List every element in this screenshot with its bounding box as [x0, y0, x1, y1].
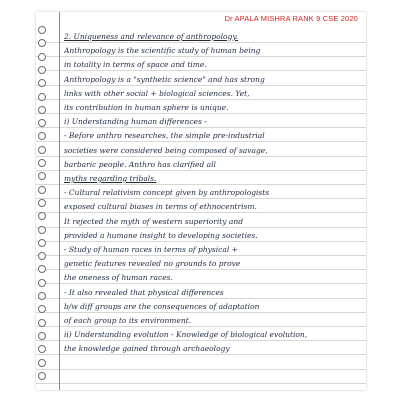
note-line: Anthropology is the scientific study of human being — [64, 46, 261, 56]
note-line: its contribution in human sphere is unique. — [64, 103, 229, 112]
note-line: i) Understanding human differences - — [64, 117, 207, 127]
note-line: the oneness of human races. — [64, 273, 173, 283]
note-line: - Before anthro researches, the simple pre-industrial — [64, 131, 265, 141]
note-line: of each group to its environment. — [64, 316, 192, 325]
binding-ring — [38, 305, 46, 313]
binding-ring — [38, 359, 46, 367]
note-line: ii) Understanding evolution - Knowledge of biological evolution, — [64, 330, 308, 340]
binding-ring — [38, 292, 46, 300]
author-header-tag: Dr APALA MISHRA RANK 9 CSE 2020 — [224, 14, 358, 23]
handwritten-notes — [64, 12, 360, 390]
binding-ring — [38, 345, 46, 353]
note-line: Anthropology is a "synthetic science" and has strong — [64, 74, 265, 84]
note-line: - Cultural relativism concept given by anthropologists — [64, 188, 270, 198]
binding-ring — [38, 372, 46, 380]
binding-ring — [38, 119, 46, 127]
note-line: myths regarding tribals. — [64, 174, 157, 183]
binding-ring — [38, 53, 46, 61]
note-line: links with other social + biological sciences. Yet, — [64, 88, 250, 98]
note-line: societies were considered being composed of savage, — [64, 145, 268, 155]
binding-ring — [38, 159, 46, 167]
binding-ring — [38, 199, 46, 207]
margin-line — [59, 12, 60, 390]
notebook-page — [36, 12, 366, 390]
binding-ring — [38, 279, 46, 287]
binding-ring — [38, 93, 46, 101]
binding-ring — [38, 146, 46, 154]
note-line: barbaric people. Anthro has clarified all — [64, 159, 216, 169]
binding-ring — [38, 66, 46, 74]
binding-ring — [38, 172, 46, 180]
binding-ring — [38, 319, 46, 327]
binding-ring — [38, 79, 46, 87]
binding-ring — [38, 252, 46, 260]
binding-ring — [38, 265, 46, 273]
note-line: the knowledge gained through archaeology — [64, 344, 230, 354]
binding-ring — [38, 226, 46, 234]
note-line: in totality in terms of space and time. — [64, 60, 207, 70]
binding-ring — [38, 26, 46, 34]
binding-ring — [38, 239, 46, 247]
binding-ring — [38, 332, 46, 340]
spiral-binding — [38, 26, 46, 390]
binding-ring — [38, 186, 46, 194]
note-line: exposed cultural biases in terms of ethnocentrism. — [64, 202, 257, 212]
binding-ring — [38, 212, 46, 220]
binding-ring — [38, 132, 46, 140]
note-line: genetic features revealed no grounds to prove — [64, 259, 241, 269]
note-line: - It also revealed that physical differences — [64, 287, 224, 297]
note-line: provided a humane insight to developing societies. — [64, 230, 258, 240]
note-line: 2. Uniqueness and relevance of anthropology. — [64, 32, 238, 41]
note-line: - Study of human races in terms of physical + — [64, 245, 238, 254]
binding-ring — [38, 106, 46, 114]
note-line: It rejected the myth of western superiority and — [64, 216, 244, 226]
binding-ring — [38, 39, 46, 47]
note-line: b/w diff groups are the consequences of adaptation — [64, 301, 260, 311]
